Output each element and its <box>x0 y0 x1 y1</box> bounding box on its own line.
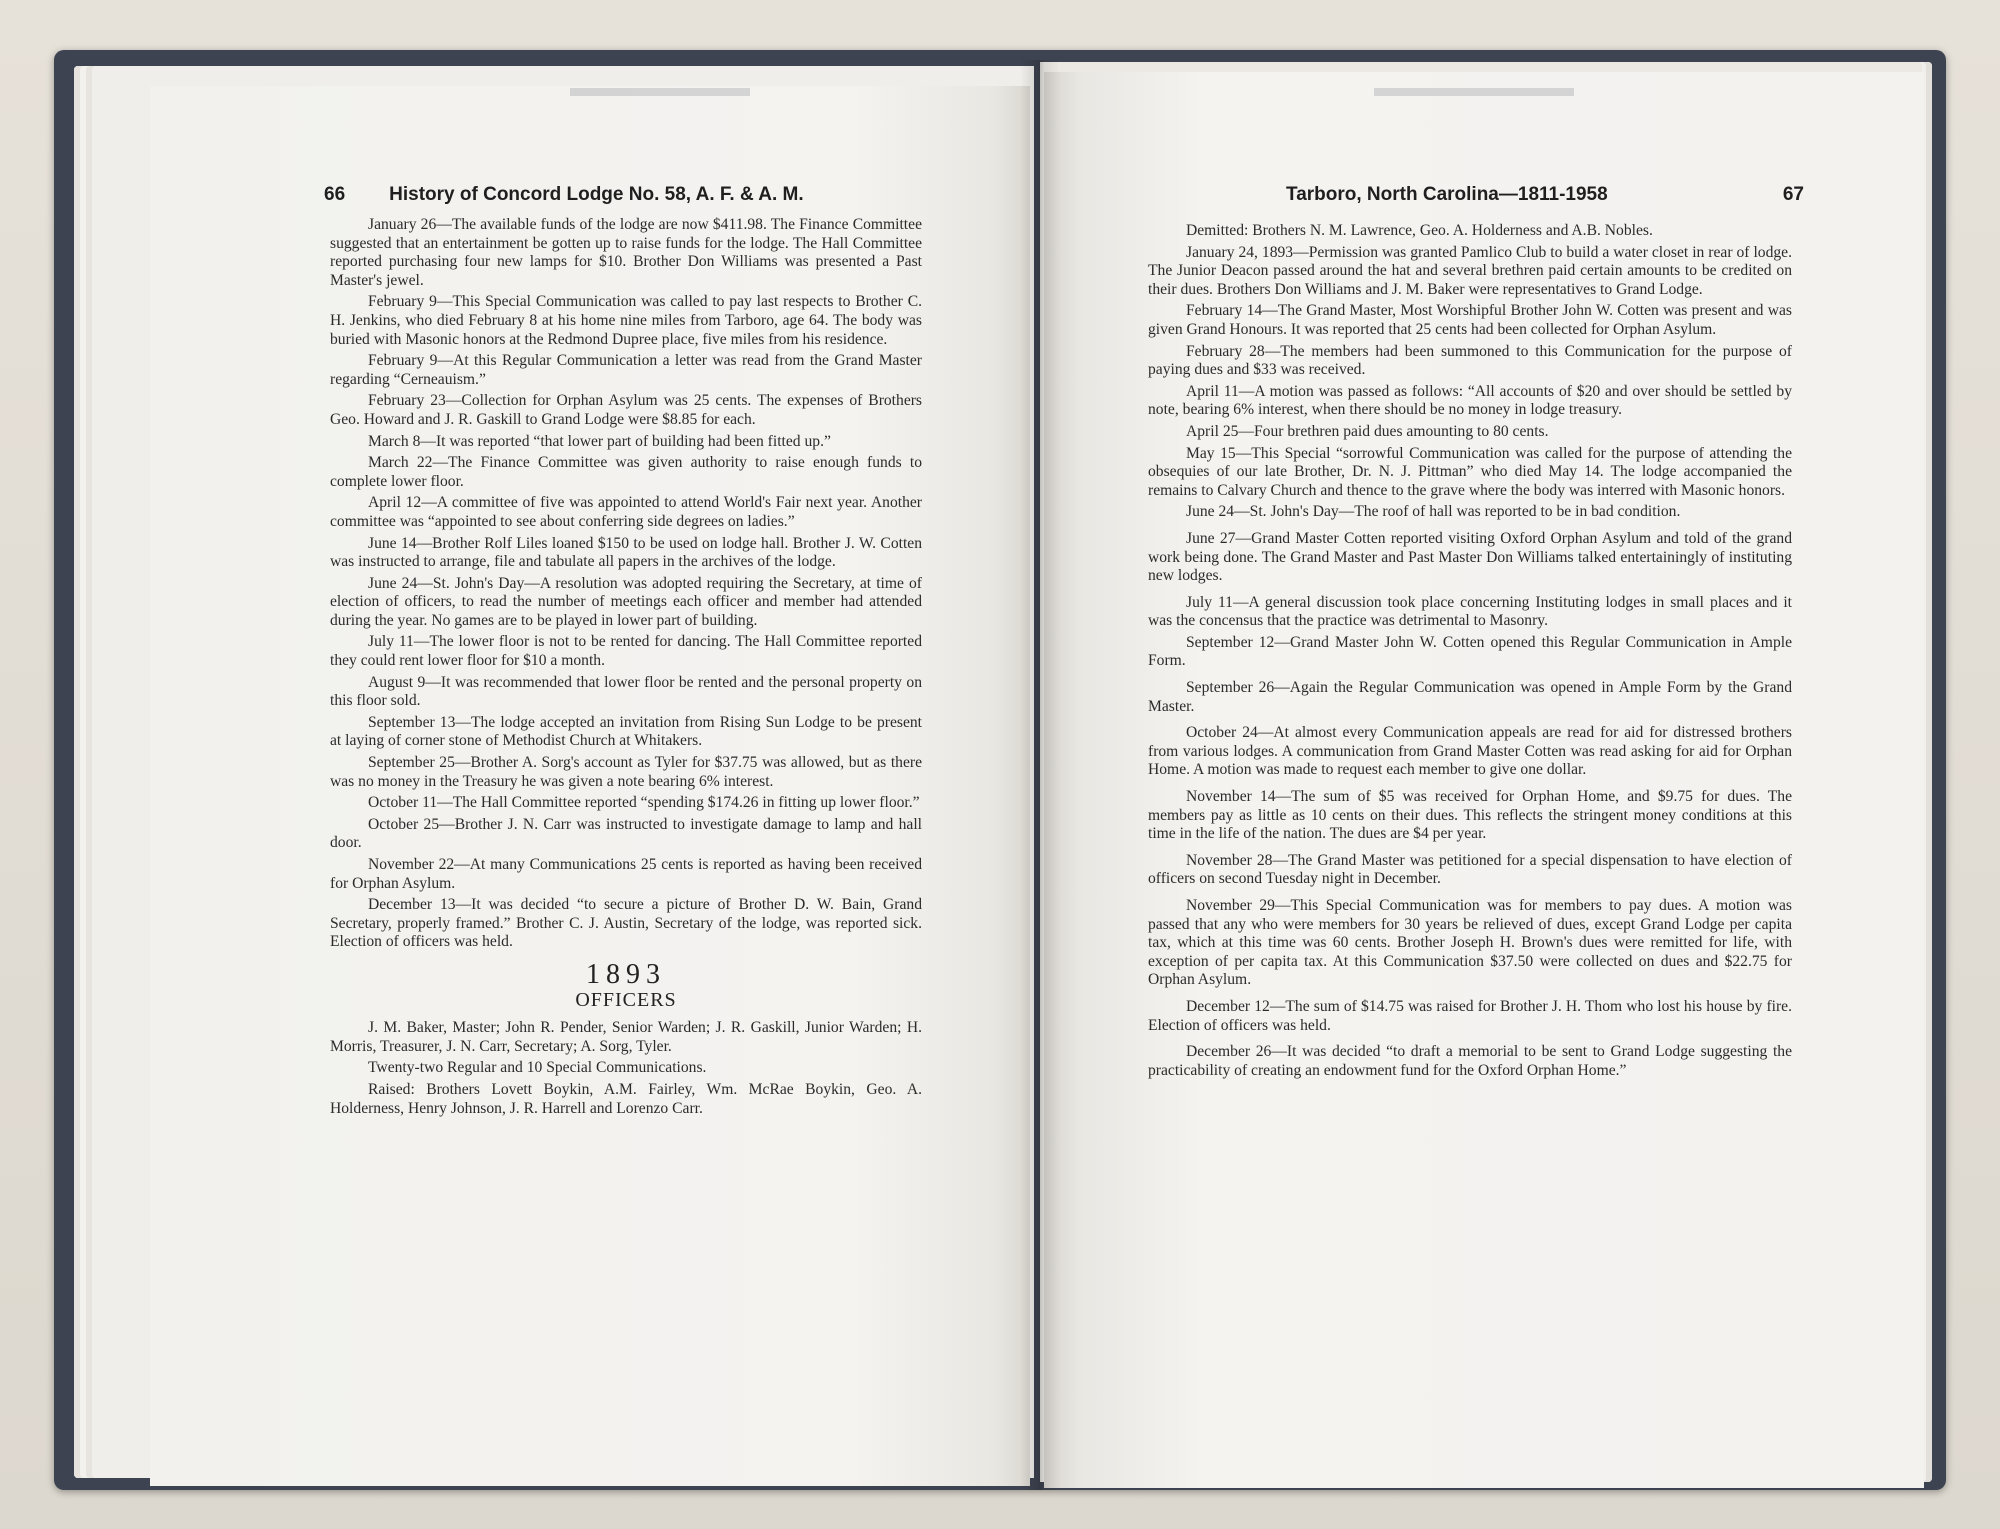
paragraph: October 11—The Hall Committee reported “spending $174.26 in fitting up lower floor.” <box>368 794 920 812</box>
paragraph: April 12—A committee of five was appointed to attend World's Fair next year. Another committee was “appointed to see about conferring side degrees on ladies.” <box>330 494 922 530</box>
paragraph: January 26—The available funds of the lodge are now $411.98. The Finance Committee suggested that an entertainment be gotten up to raise funds for the lodge. The Hall Committee reported purchasing four new lamps for $10. Brother Don Williams was presented a Past Master's jewel. <box>330 216 922 289</box>
paragraph: September 13—The lodge accepted an invitation from Rising Sun Lodge to be present at laying of corner stone of Methodist Church at Whitakers. <box>330 713 922 750</box>
paragraph: February 9—This Special Communication was called to pay last respects to Brother C. H. Jenkins, who died February 8 at his home nine miles from Tarboro, age 64. The body was buried with Masonic honors at the Redmond Dupree place, five miles from his residence. <box>330 293 922 348</box>
paragraph: March 8—It was reported “that lower part of building had been fitted up.” <box>368 432 831 450</box>
right-page <box>1044 72 1924 1488</box>
paragraph: August 9—It was recommended that lower floor be rented and the personal property on this floor sold. <box>330 673 922 710</box>
bleed-through-mark <box>1374 88 1574 96</box>
paragraph: Twenty-two Regular and 10 Special Communications. <box>368 1059 707 1077</box>
paragraph: April 25—Four brethren paid dues amounting to 80 cents. <box>1186 422 1549 440</box>
paragraph: December 12—The sum of $14.75 was raised for Brother J. H. Thom who lost his house by fire. Election of officers was held. <box>1148 997 1792 1034</box>
paragraph: May 15—This Special “sorrowful Communication was called for the purpose of attending the obsequies of our late Brother, Dr. N. J. Pittman” who died May 14. The lodge accompanied the remains to Calvary Church and thence to the grave where the body was interred with Masonic honors. <box>1148 444 1792 499</box>
paragraph: February 14—The Grand Master, Most Worshipful Brother John W. Cotten was present and was given Grand Honours. It was reported that 25 cents had been collected for Orphan Asylum. <box>1148 302 1792 338</box>
paragraph: July 11—A general discussion took place concerning Instituting lodges in small places and it was the concensus that the practice was detrimental to Masonry. <box>1148 593 1792 630</box>
right-body-text <box>1148 222 1792 1083</box>
paragraph: December 26—It was decided “to draft a memorial to be sent to Grand Lodge suggesting the practicability of creating an endowment fund for the Oxford Orphan Home.” <box>1148 1043 1792 1079</box>
paragraph: February 23—Collection for Orphan Asylum was 25 cents. The expenses of Brothers Geo. Howard and J. R. Gaskill to Grand Lodge were $8.85 for each. <box>330 392 922 428</box>
right-page-number: 67 <box>1782 184 1804 205</box>
left-page-number: 66 <box>324 184 346 205</box>
paragraph: November 14—The sum of $5 was received for Orphan Home, and $9.75 for dues. The members pay as little as 10 cents on their dues. This reflects the stringent money conditions at this time in the life of the nation. The dues are $4 per year. <box>1148 788 1792 843</box>
paragraph: October 25—Brother J. N. Carr was instructed to investigate damage to lamp and hall door. <box>330 815 922 852</box>
paragraph: November 29—This Special Communication was for members to pay dues. A motion was passed that any who were members for 30 years be relieved of dues, except Grand Lodge per capita tax, which at this time was 60 cents. Brother Joseph H. Brown's dues were remitted for life, with exception of per capita tax. At this Communication $37.50 were collected on dues and $22.75 for Orphan Asylum. <box>1148 897 1792 989</box>
right-running-head <box>1286 180 1804 210</box>
paragraph: December 13—It was decided “to secure a picture of Brother D. W. Bain, Grand Secretary, properly framed.” Brother C. J. Austin, Secretary of the lodge, was reported sick. Election of officers was held. <box>330 896 922 951</box>
paragraph: Raised: Brothers Lovett Boykin, A.M. Fairley, Wm. McRae Boykin, Geo. A. Holderness, Henry Johnson, J. R. Harrell and Lorenzo Carr. <box>330 1080 922 1117</box>
paragraph: March 22—The Finance Committee was given authority to raise enough funds to complete lower floor. <box>330 454 922 490</box>
paragraph: June 14—Brother Rolf Liles loaned $150 to be used on lodge hall. Brother J. W. Cotten was instructed to arrange, file and tabulate all papers in the archives of the lodge. <box>330 534 922 571</box>
left-running-head <box>324 180 844 210</box>
left-running-title: History of Concord Lodge No. 58, A. F. & A. M. <box>389 184 804 205</box>
book-spine-shadow <box>1020 60 1060 1490</box>
year-heading: 1893 <box>586 958 666 990</box>
paragraph: April 11—A motion was passed as follows: “All accounts of $20 and over should be settled by note, bearing 6% interest, when there should be no money in lodge treasury. <box>1148 382 1792 419</box>
left-body-text <box>330 216 922 1121</box>
paragraph: November 28—The Grand Master was petitioned for a special dispensation to have election of officers on second Tuesday night in December. <box>1148 851 1792 888</box>
right-running-title: Tarboro, North Carolina—1811-1958 <box>1286 184 1608 205</box>
paragraph: J. M. Baker, Master; John R. Pender, Senior Warden; J. R. Gaskill, Junior Warden; H. Morris, Treasurer, J. N. Carr, Secretary; A. Sorg, Tyler. <box>330 1019 922 1055</box>
bleed-through-mark <box>570 88 750 96</box>
paragraph: June 24—St. John's Day—A resolution was adopted requiring the Secretary, at time of election of officers, to read the number of meetings each officer and member had attended during the year. No games are to be played in lower part of building. <box>330 574 922 629</box>
paragraph: September 25—Brother A. Sorg's account as Tyler for $37.75 was allowed, but as there was no money in the Treasury he was given a note bearing 6% interest. <box>330 754 922 790</box>
paragraph: September 26—Again the Regular Communication was opened in Ample Form by the Grand Master. <box>1148 679 1792 715</box>
paragraph: July 11—The lower floor is not to be rented for dancing. The Hall Committee reported they could rent lower floor for $10 a month. <box>330 633 922 670</box>
officers-heading: OFFICERS <box>575 988 677 1011</box>
paragraph: October 24—At almost every Communication appeals are read for aid for distressed brothers from various lodges. A communication from Grand Master Cotten was read asking for aid for Orphan Home. A motion was made to request each member to give one dollar. <box>1148 724 1792 779</box>
paragraph: November 22—At many Communications 25 cents is reported as having been received for Orphan Asylum. <box>330 856 922 892</box>
paragraph: February 28—The members had been summoned to this Communication for the purpose of paying dues and $33 was received. <box>1148 342 1792 379</box>
paragraph: June 24—St. John's Day—The roof of hall was reported to be in bad condition. <box>1186 503 1681 521</box>
paragraph: June 27—Grand Master Cotten reported visiting Oxford Orphan Asylum and told of the grand work being done. The Grand Master and Past Master Don Williams talked entertainingly of instituting new lodges. <box>1148 529 1792 585</box>
paragraph: Demitted: Brothers N. M. Lawrence, Geo. A. Holderness and A.B. Nobles. <box>1186 222 1653 239</box>
left-page <box>150 86 1030 1486</box>
paragraph: February 9—At this Regular Communication a letter was read from the Grand Master regarding “Cerneauism.” <box>330 352 922 388</box>
paragraph: September 12—Grand Master John W. Cotten opened this Regular Communication in Ample Form. <box>1148 633 1792 670</box>
paragraph: January 24, 1893—Permission was granted Pamlico Club to build a water closet in rear of lodge. The Junior Deacon passed around the hat and several brethren paid certain amounts to be credited on their dues. Brothers Don Williams and J. M. Baker were representatives to Grand Lodge. <box>1148 243 1792 298</box>
